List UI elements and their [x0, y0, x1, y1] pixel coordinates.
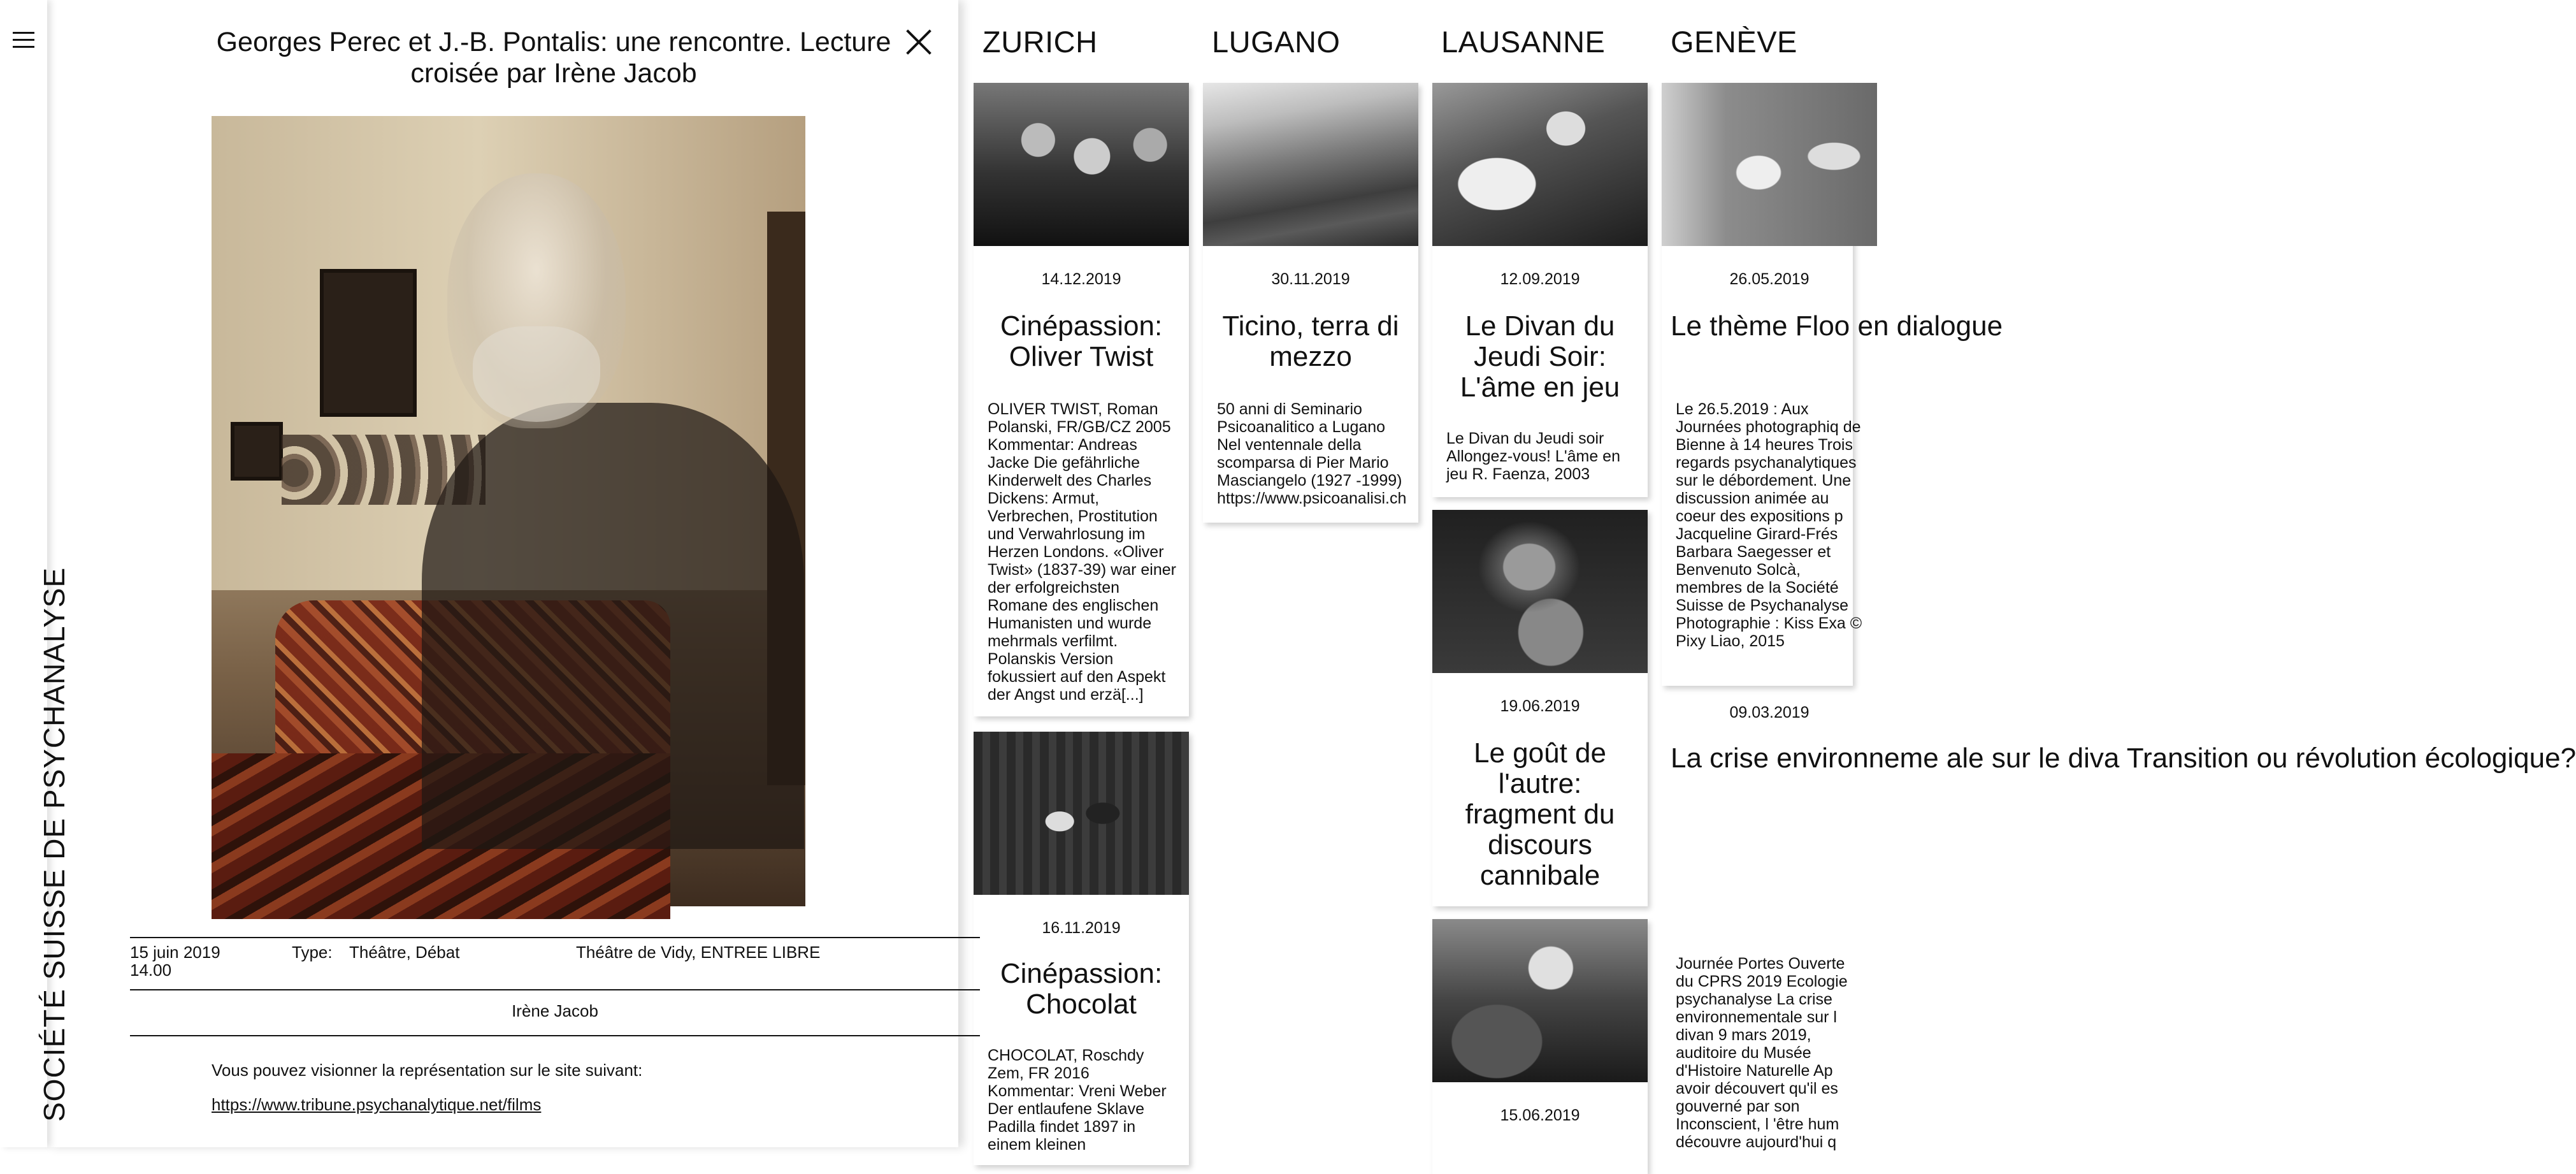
event-type-label: Type:: [292, 943, 333, 962]
card-text: CHOCOLAT, Roschdy Zem, FR 2016 Kommentar: Vreni Weber Der entlaufene Sklave Padilla findet 1897 in einem kleinen: [988, 1047, 1167, 1154]
card-date: 30.11.2019: [1271, 270, 1350, 288]
city-header-lugano[interactable]: LUGANO: [1212, 25, 1341, 59]
hamburger-menu-icon[interactable]: [13, 31, 34, 50]
event-card-chocolat[interactable]: [974, 732, 1189, 1165]
watch-note: Vous pouvez visionner la représentation sur le site suivant:: [212, 1061, 643, 1080]
card-date: 15.06.2019: [1500, 1106, 1580, 1124]
event-venue: Théâtre de Vidy, ENTREE LIBRE: [576, 943, 821, 962]
event-detail-panel: [47, 0, 958, 1147]
card-date: 16.11.2019: [1042, 919, 1121, 937]
card-thumbnail: [1432, 83, 1648, 246]
event-card-gout-autre[interactable]: [1432, 510, 1648, 906]
event-card-floo[interactable]: [1662, 83, 2003, 686]
card-title: Cinépassion: Oliver Twist: [1000, 310, 1163, 372]
event-date: 15 juin 2019: [130, 943, 220, 962]
event-card-divan-jeudi[interactable]: [1432, 83, 1648, 497]
card-text: Journée Portes Ouverte du CPRS 2019 Ecologie psychanalyse La crise environnementale sur l divan 9 mars 2019, auditoire du Musée d'Histoire Naturelle Ap avoir découvert qu'il es gouverné par son Inconscient, l 'être hum découvre aujourd'hui q: [1676, 955, 1848, 1151]
card-thumbnail: [1432, 510, 1648, 673]
card-title: Le Divan du Jeudi Soir: L'âme en jeu: [1460, 310, 1620, 403]
card-text: OLIVER TWIST, Roman Polanski, FR/GB/CZ 2005 Kommentar: Andreas Jacke Die gefährliche Kinderwelt des Charles Dickens: Armut, Verbrechen, Prostitution und Verwahrlosung im Herzen Londons. «Oliver Twist» (1837-39) war einer der erfolgreichsten Romane des englischen Humanisten und wurde mehrmals verfilmt. Polanskis Version fokussiert auf den Aspekt der Angst und erzä[...]: [988, 400, 1176, 704]
close-icon[interactable]: [905, 28, 933, 56]
card-thumbnail: [1203, 83, 1418, 246]
card-thumbnail: [974, 83, 1189, 246]
card-date: 19.06.2019: [1500, 697, 1580, 715]
city-header-geneve[interactable]: GENÈVE: [1671, 25, 1797, 59]
card-title: Le thème Floo en dialogue: [1671, 310, 2003, 342]
card-date: 12.09.2019: [1500, 270, 1580, 288]
site-brand[interactable]: SOCIÉTÉ SUISSE DE PSYCHANALYSE: [38, 567, 71, 1122]
card-text: Le Divan du Jeudi soir Allongez-vous! L'âme en jeu R. Faenza, 2003: [1446, 430, 1620, 483]
event-title: Georges Perec et J.-B. Pontalis: une rencontre. Lecture croisée par Irène Jacob: [216, 27, 891, 89]
card-text: Le 26.5.2019 : Aux Journées photographiq de Bienne à 14 heures Trois regards psychanalytiques sur le débordement. Une discussion animée au coeur des expositions p Jacqueline Girard-Frés Barbara Saegesser et Benvenuto Solcà, membres de la Société Suisse de Psychanalyse Photographie : Kiss Exa © Pixy Liao, 2015: [1676, 400, 1862, 650]
card-title: Ticino, terra di mezzo: [1222, 310, 1399, 372]
event-card-15-06-2019[interactable]: [1432, 919, 1648, 1174]
card-thumbnail: [1432, 919, 1648, 1082]
event-person: Irène Jacob: [512, 1001, 598, 1020]
card-thumbnail: [974, 732, 1189, 895]
card-text: 50 anni di Seminario Psicoanalitico a Lugano Nel ventennale della scomparsa di Pier Mario Masciangelo (1927 -1999) https://www.psicoanalisi.ch: [1217, 400, 1407, 507]
event-time: 14.00: [130, 960, 172, 980]
sidebar: [0, 0, 71, 1147]
card-thumbnail: [1662, 83, 1877, 246]
card-title: Le goût de l'autre: fragment du discours cannibale: [1465, 737, 1615, 891]
card-title: La crise environneme ale sur le diva Transition ou révolution écologique?: [1671, 743, 2576, 774]
event-type-value: Théâtre, Débat: [349, 943, 460, 962]
city-header-lausanne[interactable]: LAUSANNE: [1441, 25, 1606, 59]
city-header-zurich[interactable]: ZURICH: [982, 25, 1098, 59]
event-card-oliver-twist[interactable]: [974, 83, 1189, 716]
card-title: Cinépassion: Chocolat: [1000, 958, 1163, 1020]
event-card-ticino[interactable]: [1203, 83, 1418, 523]
card-date: 26.05.2019: [1729, 270, 1810, 288]
event-photo: [212, 116, 805, 906]
watch-link[interactable]: https://www.tribune.psychanalytique.net/films: [212, 1095, 542, 1114]
card-date: 09.03.2019: [1729, 704, 1810, 721]
event-card-crise-environnementale[interactable]: [1662, 695, 2576, 1154]
card-date: 14.12.2019: [1041, 270, 1121, 288]
